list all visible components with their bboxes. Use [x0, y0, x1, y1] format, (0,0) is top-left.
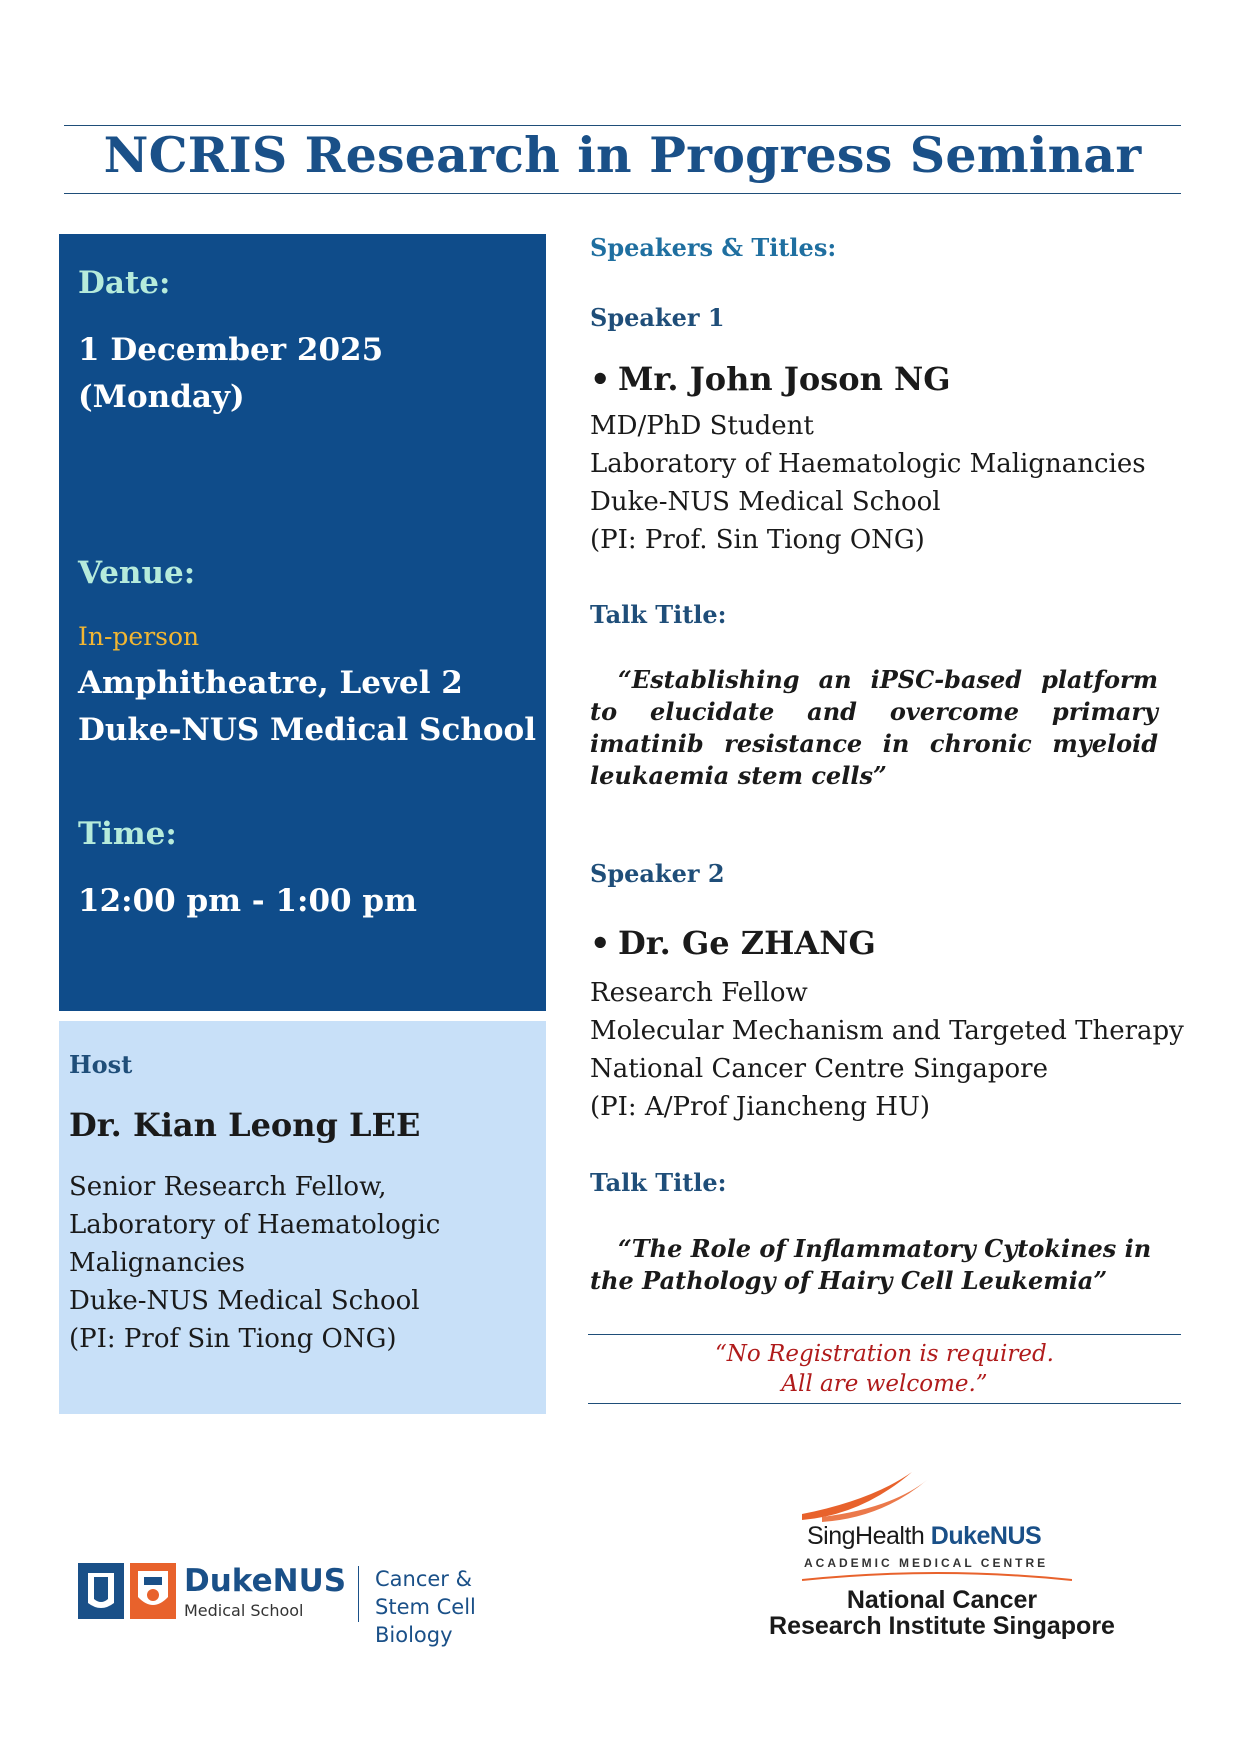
host-name: Dr. Kian Leong LEE: [69, 1106, 421, 1144]
title-bottom-rule: [64, 193, 1181, 194]
division-line-2: Stem Cell Biology: [375, 1595, 476, 1647]
duke-nus-logo: [78, 1563, 548, 1647]
date-weekday: (Monday): [78, 379, 245, 415]
speaker-1-talk-title: “Establishing an iPSC-based platform to elucidate and overcome primary imatinib resistance in chronic myeloid leukaemia stem cells”: [590, 665, 1158, 790]
speaker-2-name-text: Dr. Ge ZHANG: [618, 924, 876, 962]
speaker-2-detail: Molecular Mechanism and Targeted Therapy: [590, 1016, 1184, 1046]
speaker-2-name: [590, 924, 876, 962]
date-label: Date:: [78, 265, 171, 301]
singhealth-ncris-logo: [742, 1470, 1142, 1640]
registration-note: [588, 1339, 1181, 1399]
venue-label: Venue:: [78, 555, 196, 591]
speaker-2-label: Speaker 2: [590, 859, 725, 888]
venue-mode: In-person: [78, 622, 200, 651]
host-detail-line: Malignancies: [69, 1248, 245, 1278]
logo-underline-icon: [802, 1570, 1072, 1582]
speaker-1-detail: Laboratory of Haematologic Malignancies: [590, 449, 1146, 479]
time-value: 12:00 pm - 1:00 pm: [78, 883, 417, 919]
ncris-line-1: National Cancer: [846, 1586, 1038, 1614]
bullet-icon: •: [590, 360, 611, 398]
ncris-line-2: Research Institute Singapore: [769, 1612, 1115, 1640]
host-detail-line: Senior Research Fellow,: [69, 1172, 387, 1202]
nus-word: NUS: [272, 1563, 347, 1599]
dukenus-word: DukeNUS: [930, 1522, 1042, 1550]
speaker-1-name-text: Mr. John Joson NG: [618, 360, 951, 398]
singhealth-word: SingHealth: [807, 1522, 925, 1550]
medical-school-label: Medical School: [184, 1601, 304, 1620]
host-detail-line: Duke-NUS Medical School: [69, 1286, 420, 1316]
speakers-heading: Speakers & Titles:: [590, 233, 837, 262]
host-detail-line: (PI: Prof Sin Tiong ONG): [69, 1324, 397, 1354]
time-label: Time:: [78, 816, 177, 852]
speaker-1-detail: Duke-NUS Medical School: [590, 487, 941, 517]
duke-word: Duke: [184, 1563, 273, 1599]
speaker-1-talk-label: Talk Title:: [590, 600, 727, 629]
note-line-2: All are welcome.”: [781, 1371, 988, 1397]
date-value: 1 December 2025: [78, 332, 384, 368]
bullet-icon: •: [590, 924, 611, 962]
speaker-2-detail: National Cancer Centre Singapore: [590, 1054, 1048, 1084]
host-label: Host: [69, 1050, 133, 1079]
duke-nus-wordmark: [184, 1563, 346, 1599]
speaker-1-label: Speaker 1: [590, 303, 725, 332]
speaker-2-detail: Research Fellow: [590, 978, 808, 1008]
logo-divider: [358, 1566, 359, 1622]
speaker-1-detail: (PI: Prof. Sin Tiong ONG): [590, 525, 925, 555]
division-line-1: Cancer &: [375, 1567, 472, 1591]
duke-shield-icon: [78, 1563, 124, 1619]
singhealth-dukenus-wordmark: [807, 1522, 1041, 1551]
speaker-1-name: [590, 360, 951, 398]
amc-label: ACADEMIC MEDICAL CENTRE: [804, 1556, 1049, 1570]
nus-crest-icon: [130, 1563, 176, 1619]
page-title: NCRIS Research in Progress Seminar: [103, 126, 1142, 184]
note-bottom-rule: [588, 1403, 1181, 1404]
orange-swoosh-icon: [802, 1470, 982, 1525]
speaker-2-talk-title: “The Role of Inflammatory Cytokines in the Pathology of Hairy Cell Leukemia”: [590, 1234, 1152, 1295]
speaker-2-talk-label: Talk Title:: [590, 1168, 727, 1197]
venue-line-2: Duke-NUS Medical School: [78, 712, 536, 748]
speaker-2-detail: (PI: A/Prof Jiancheng HU): [590, 1092, 930, 1122]
division-name: [375, 1565, 548, 1649]
host-detail-line: Laboratory of Haematologic: [69, 1210, 441, 1240]
venue-line-1: Amphitheatre, Level 2: [78, 665, 463, 701]
note-top-rule: [588, 1334, 1181, 1335]
note-line-1: “No Registration is required.: [715, 1341, 1054, 1367]
speaker-1-detail: MD/PhD Student: [590, 411, 814, 441]
